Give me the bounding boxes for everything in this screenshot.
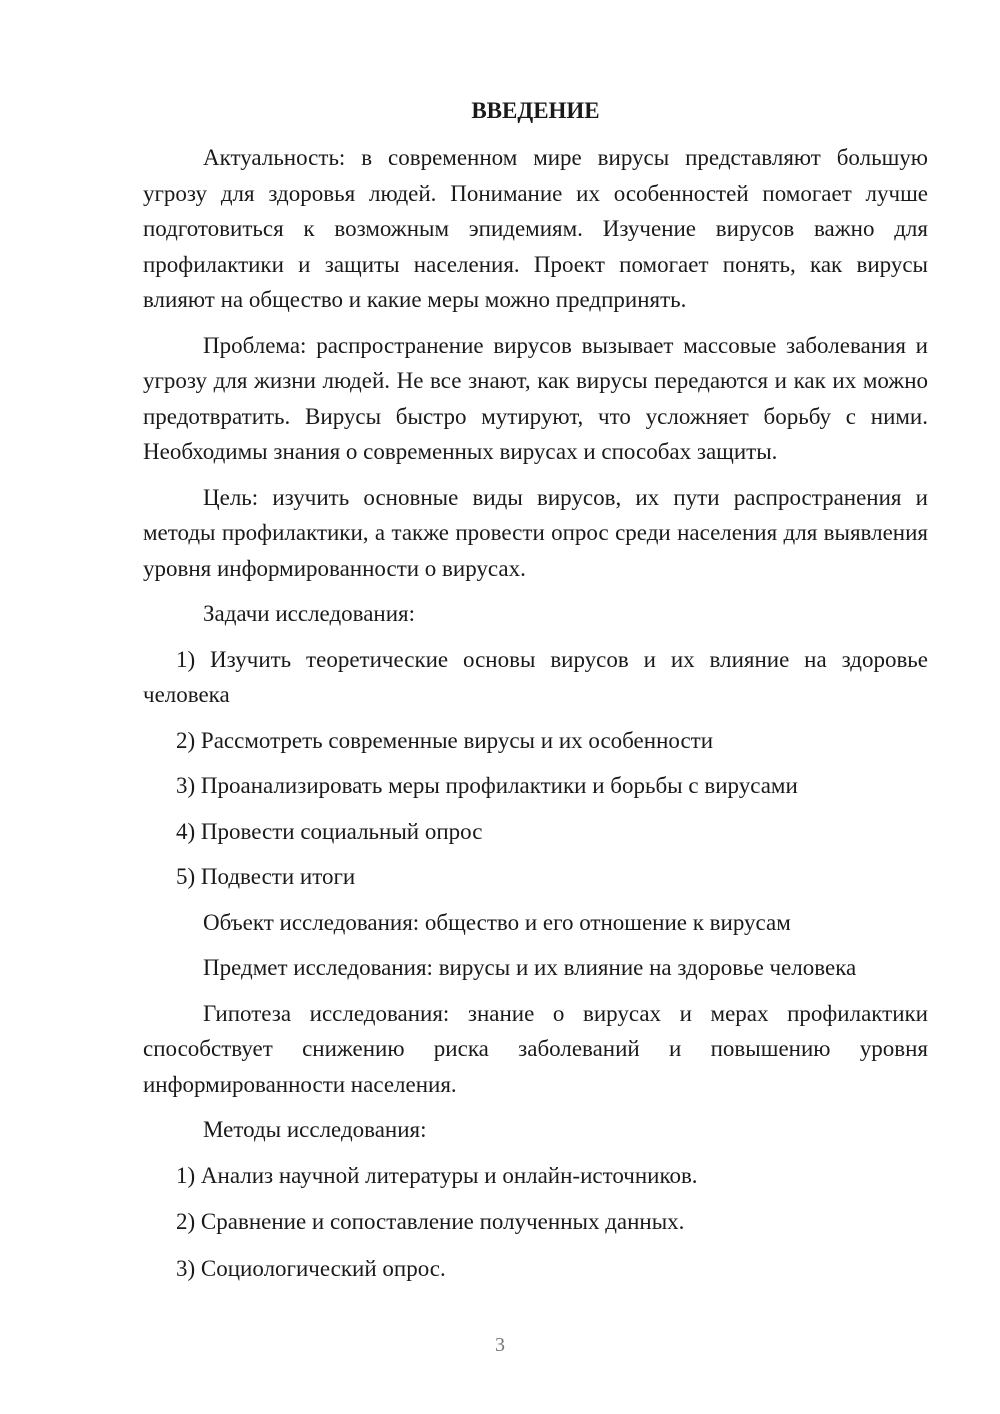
tasks-title: Задачи исследования: [203,601,416,626]
task-item: 3) Проанализировать меры профилактики и борьбы с вирусами [176,773,798,798]
method-item: 3) Социологический опрос. [176,1255,446,1281]
method-item: 2) Сравнение и сопоставление полученных данных. [176,1209,685,1234]
goal-paragraph: Цель: изучить основные виды вирусов, их пути распространения и методы профилактики, а также провести опрос среди населения для выявления уровня информированности о вирусах. [143,484,928,581]
object-line: Объект исследования: общество и его отношение к вирусам [203,909,791,935]
problem-paragraph: Проблема: распространение вирусов вызывает массовые заболевания и угрозу для жизни людей. Не все знают, как вирусы передаются и как их можно предотвратить. Вирусы быстро мутируют, что усложняет борьбу с ними. Необходимы знания о современных вирусах и способах защиты. [143,332,928,464]
page-number: 3 [495,1334,505,1356]
relevance-paragraph: Актуальность: в современном мире вирусы представляют большую угрозу для здоровья людей. Понимание их особенностей помогает лучше подготовиться к возможным эпидемиям. Изучение вирусов важно для профилактики и защиты населения. Проект помогает понять, как вирусы влияют на общество и какие меры можно предпринять. [143,145,928,312]
task-item: 1) Изучить теоретические основы вирусов и их влияние на здоровье человека [143,646,928,707]
hypothesis-paragraph: Гипотеза исследования: знание о вирусах и мерах профилактики способствует снижению риска заболеваний и повышению уровня информированности населения. [143,1000,928,1097]
task-item: 5) Подвести итоги [176,864,356,889]
page-content [143,94,928,1297]
methods-title: Методы исследования: [203,1117,427,1142]
method-item: 1) Анализ научной литературы и онлайн-источников. [176,1162,698,1188]
task-item: 4) Провести социальный опрос [176,818,483,844]
section-heading: ВВЕДЕНИЕ [471,98,600,123]
task-item: 2) Рассмотреть современные вирусы и их особенности [176,727,714,753]
subject-line: Предмет исследования: вирусы и их влияние на здоровье человека [203,955,857,980]
